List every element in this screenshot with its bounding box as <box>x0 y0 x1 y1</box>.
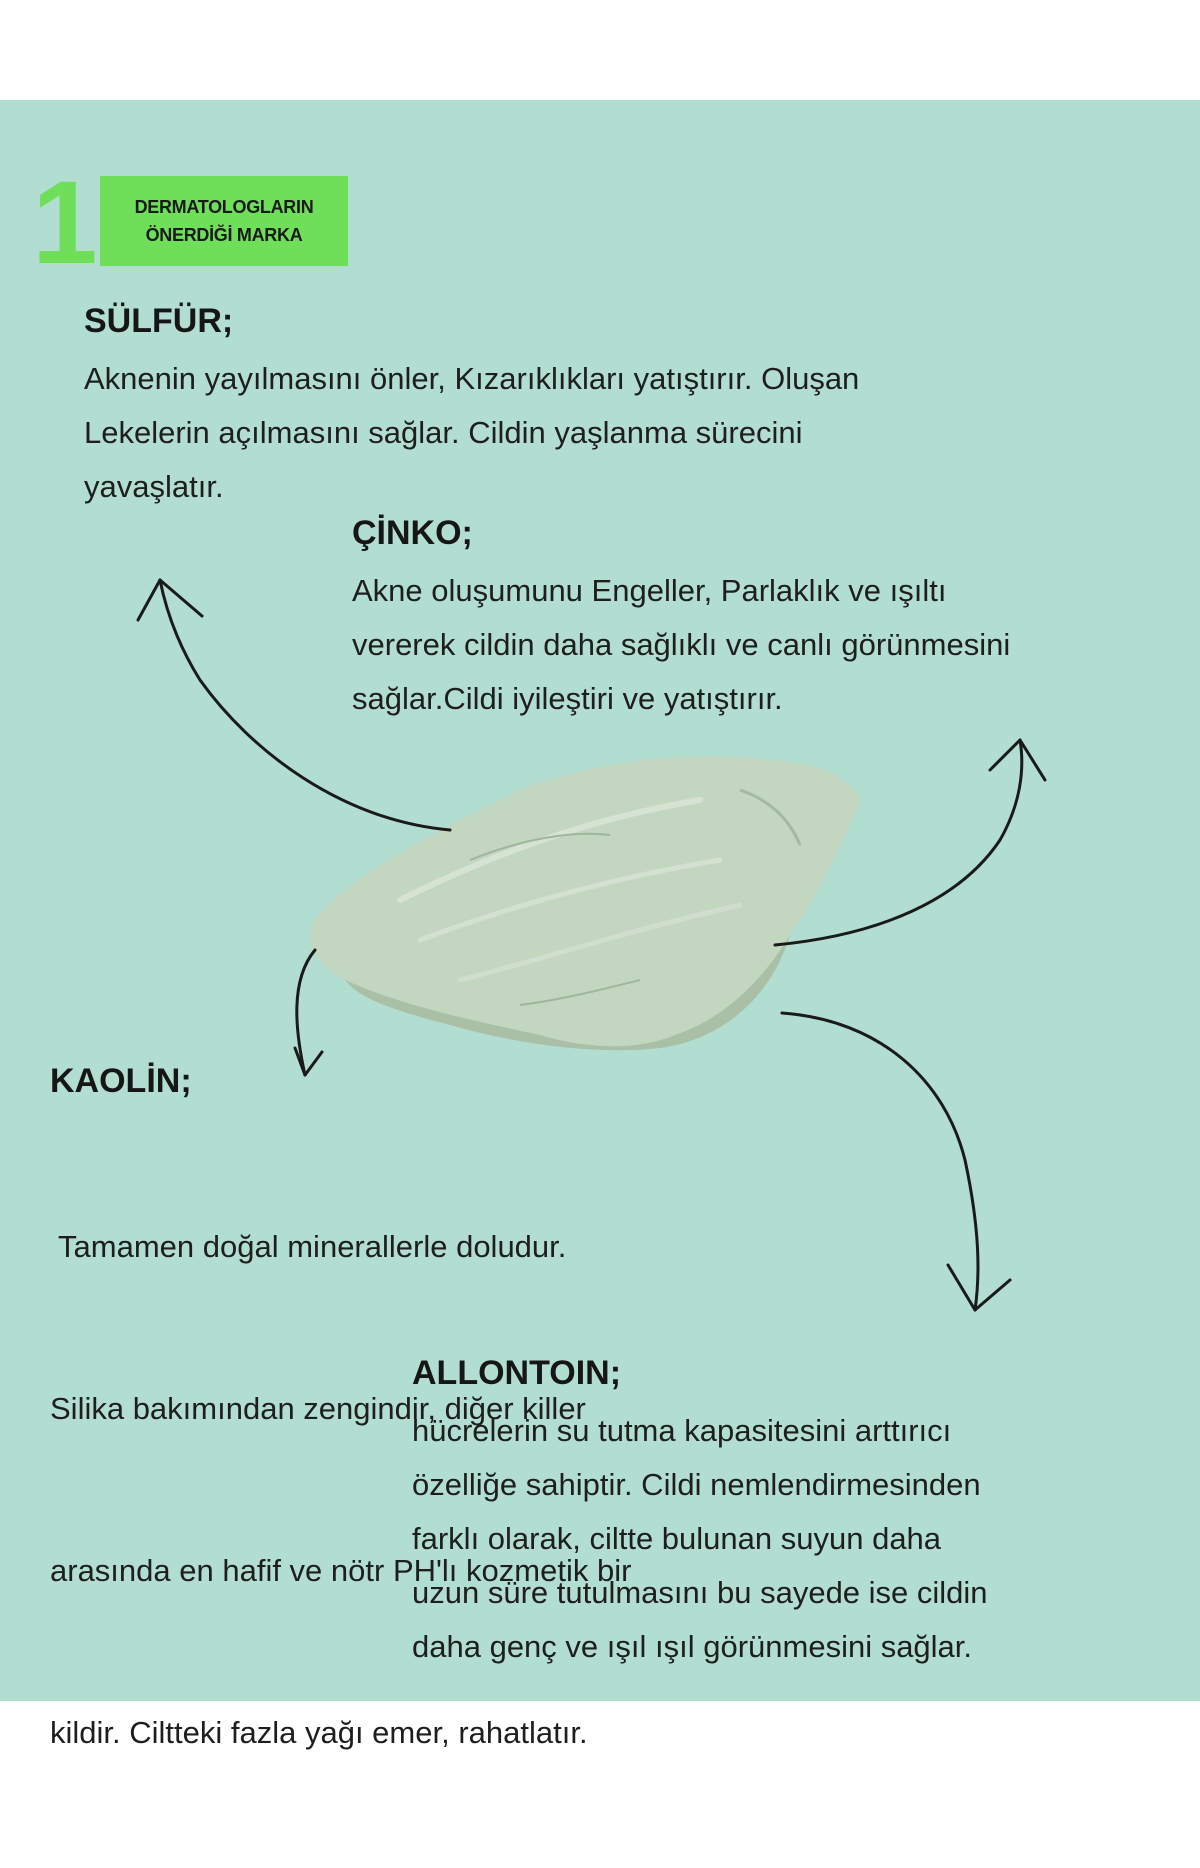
dermatologist-badge <box>32 157 352 289</box>
kaolin-line: arasında en hafif ve nötr PH'lı kozmetik bir <box>50 1553 632 1588</box>
arrow-to-allantoin-icon <box>782 1013 1010 1310</box>
zinc-title: ÇİNKO; <box>352 514 473 552</box>
allantoin-line: uzun süre tutulmasını bu sayede ise cildin <box>412 1575 988 1610</box>
zinc-description <box>352 564 1010 726</box>
section-sulfur <box>84 298 859 514</box>
sulfur-line: Aknenin yayılmasını önler, Kızarıklıkları yatıştırır. Oluşan <box>84 361 860 396</box>
allantoin-description <box>412 1404 988 1674</box>
badge-number: 1 <box>32 157 92 289</box>
zinc-line: Akne oluşumunu Engeller, Parlaklık ve ışıltı <box>352 573 947 608</box>
allantoin-line: özelliğe sahiptir. Cildi nemlendirmesinden <box>412 1467 981 1502</box>
allantoin-line: farklı olarak, ciltte bulunan suyun daha <box>412 1521 942 1556</box>
kaolin-line: kildir. Ciltteki fazla yağı emer, rahatlatır. <box>50 1715 588 1750</box>
allantoin-line: daha genç ve ışıl ışıl görünmesini sağlar. <box>412 1629 973 1664</box>
allantoin-line: hücrelerin su tutma kapasitesini arttırıcı <box>412 1413 952 1448</box>
clay-swatch <box>310 756 860 1050</box>
section-allantoin <box>412 1350 988 1674</box>
kaolin-line: Tamamen doğal minerallerle doludur. <box>50 1229 567 1264</box>
badge-line-2: ÖNERDİĞİ MARKA <box>145 225 303 245</box>
allantoin-title: ALLONTOIN; <box>412 1354 622 1392</box>
kaolin-title: KAOLİN; <box>50 1062 192 1100</box>
sulfur-title: SÜLFÜR; <box>84 302 234 340</box>
badge-line-1: DERMATOLOGLARIN <box>134 197 314 217</box>
arrow-to-kaolin-icon <box>295 950 322 1075</box>
infographic-panel <box>0 100 1200 1750</box>
sulfur-line: yavaşlatır. <box>84 469 224 504</box>
section-zinc <box>352 510 1010 726</box>
zinc-line: vererek cildin daha sağlıklı ve canlı görünmesini <box>352 627 1011 662</box>
zinc-line: sağlar.Cildi iyileştiri ve yatıştırır. <box>352 681 783 716</box>
badge-label-box <box>100 176 348 266</box>
kaolin-line: Silika bakımından zengindir, diğer killer <box>50 1391 586 1426</box>
sulfur-description <box>84 352 859 514</box>
sulfur-line: Lekelerin açılmasını sağlar. Cildin yaşlanma sürecini <box>84 415 803 450</box>
